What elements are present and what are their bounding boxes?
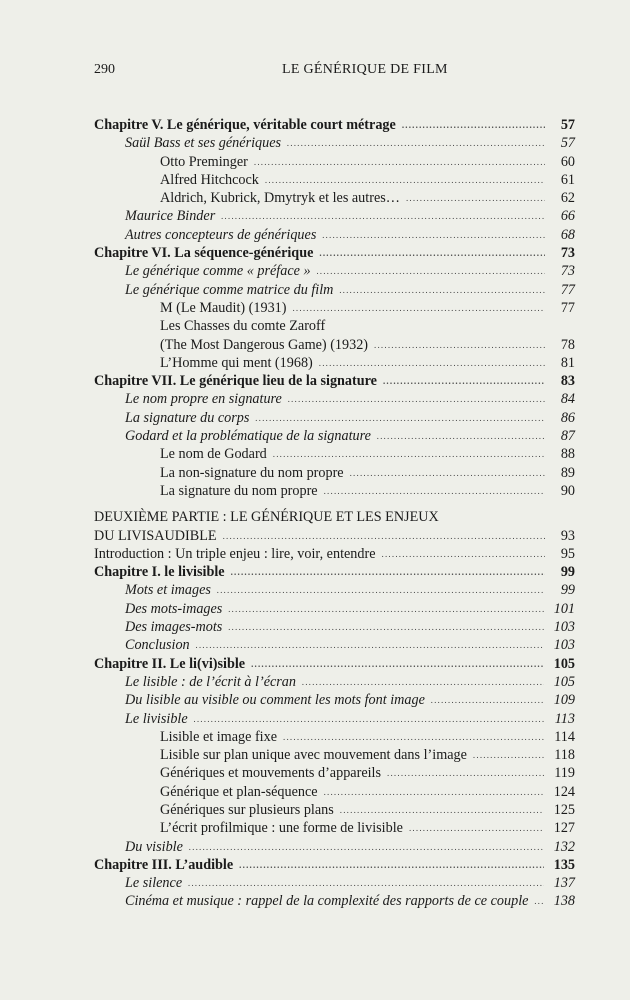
toc-entry-section — [94, 673, 575, 691]
toc-entry-title: Chapitre VII. Le générique lieu de la signature — [94, 373, 377, 390]
dot-leader — [409, 819, 544, 837]
toc-entry-page: 62 — [560, 190, 575, 207]
toc-entry-sub — [94, 445, 575, 463]
toc-entry-title: Otto Preminger — [160, 153, 248, 170]
dot-leader — [273, 445, 545, 463]
toc-entry-title: Du visible — [125, 838, 183, 855]
toc-entry-sub — [94, 801, 575, 819]
dot-leader — [228, 618, 543, 636]
toc-entry-title: Le livisible — [125, 710, 188, 727]
toc-entry-title: Introduction : Un triple enjeu : lire, voir, entendre — [94, 545, 376, 562]
toc-entry-section — [94, 409, 575, 427]
toc-entry-chapter — [94, 563, 575, 581]
toc-entry-section — [94, 691, 575, 709]
dot-leader — [189, 838, 544, 856]
dot-leader — [377, 427, 545, 445]
toc-entry-page: 88 — [560, 446, 575, 463]
toc-entry-page: 61 — [560, 171, 575, 188]
toc-entry-page: 66 — [560, 208, 575, 225]
toc-entry-section — [94, 618, 575, 636]
toc-entry-page: 77 — [560, 299, 575, 316]
toc-entry-section — [94, 207, 575, 225]
dot-leader — [402, 116, 545, 134]
dot-leader — [292, 299, 545, 317]
toc-entry-sub — [94, 354, 575, 372]
toc-entry-section — [94, 134, 575, 152]
toc-entry-page: 105 — [553, 673, 575, 690]
toc-entry-sub — [94, 189, 575, 207]
toc-entry-title: Chapitre VI. La séquence-générique — [94, 245, 314, 262]
toc-entry-page: 135 — [553, 856, 575, 873]
toc-entry-title: Des mots-images — [125, 600, 223, 617]
toc-entry-title: Saül Bass et ses génériques — [125, 135, 282, 152]
toc-entry-page: 81 — [560, 354, 575, 371]
toc-entry-section — [94, 427, 575, 445]
dot-leader — [228, 600, 543, 618]
dot-leader — [319, 354, 545, 372]
toc-entry-page: 73 — [560, 263, 575, 280]
toc-entry-title: Le lisible : de l’écrit à l’écran — [125, 673, 296, 690]
dot-leader — [188, 874, 544, 892]
dot-leader — [221, 207, 545, 225]
toc-entry-page: 93 — [560, 527, 575, 544]
toc-entry-section — [94, 838, 575, 856]
toc-entry-chapter — [94, 244, 575, 262]
toc-entry-part — [94, 508, 575, 526]
toc-entry-title: Chapitre II. Le li(vi)sible — [94, 655, 246, 672]
toc-entry-chapter — [94, 655, 575, 673]
toc-entry-title: La non-signature du nom propre — [160, 464, 344, 481]
toc-entry-page: 113 — [554, 710, 575, 727]
toc-entry-section — [94, 600, 575, 618]
toc-entry-title: Le générique comme « préface » — [125, 263, 311, 280]
toc-entry-title: Godard et la problématique de la signature — [125, 428, 371, 445]
toc-entry-title: Le générique comme matrice du film — [125, 281, 334, 298]
toc-entry-page: 57 — [560, 135, 575, 152]
toc-entry-sub — [94, 171, 575, 189]
toc-entry-page: 73 — [560, 245, 575, 262]
table-of-contents — [94, 116, 575, 911]
dot-leader — [534, 892, 543, 910]
dot-leader — [473, 746, 544, 764]
toc-entry-page: 101 — [553, 600, 575, 617]
toc-entry-title: (The Most Dangerous Game) (1932) — [160, 336, 369, 353]
toc-entry-title: Le silence — [125, 875, 183, 892]
dot-leader — [324, 783, 544, 801]
toc-entry-title: Génériques et mouvements d’appareils — [160, 765, 382, 782]
toc-entry-page: 127 — [553, 820, 575, 837]
toc-entry-sub — [94, 764, 575, 782]
dot-leader — [265, 171, 545, 189]
toc-entry-page: 137 — [553, 875, 575, 892]
toc-entry-title: Le nom de Godard — [160, 446, 267, 463]
toc-entry-chapter — [94, 856, 575, 874]
dot-leader — [383, 372, 545, 390]
toc-entry-title: Chapitre I. le livisible — [94, 564, 225, 581]
toc-entry-page: 78 — [560, 336, 575, 353]
dot-leader — [194, 710, 545, 728]
toc-entry-sub — [94, 299, 575, 317]
toc-entry-page: 99 — [560, 564, 575, 581]
dot-leader — [217, 581, 545, 599]
toc-entry-page: 86 — [560, 409, 575, 426]
toc-entry-title: Maurice Binder — [125, 208, 216, 225]
dot-leader — [374, 336, 545, 354]
toc-entry-title: Cinéma et musique : rappel de la complexité des rapports de ce couple — [125, 893, 529, 910]
toc-entry-page: 87 — [560, 428, 575, 445]
toc-entry-title: L’Homme qui ment (1968) — [160, 354, 313, 371]
toc-entry-page: 68 — [560, 226, 575, 243]
dot-leader — [231, 563, 545, 581]
dot-leader — [382, 545, 545, 563]
toc-entry-section — [94, 581, 575, 599]
dot-leader — [302, 673, 544, 691]
toc-entry-section — [94, 281, 575, 299]
toc-entry-title: Du lisible au visible ou comment les mots font image — [125, 692, 425, 709]
toc-entry-title: Alfred Hitchcock — [160, 171, 259, 188]
dot-leader — [239, 856, 544, 874]
toc-entry-page: 60 — [560, 153, 575, 170]
toc-entry-part — [94, 527, 575, 545]
toc-entry-page: 109 — [553, 692, 575, 709]
toc-entry-section — [94, 710, 575, 728]
toc-entry-page: 89 — [560, 464, 575, 481]
dot-leader — [340, 801, 544, 819]
toc-entry-title: DU LIVISAUDIBLE — [94, 527, 217, 544]
toc-entry-sub — [94, 317, 575, 335]
dot-leader — [223, 527, 545, 545]
dot-leader — [319, 244, 545, 262]
toc-entry-title: La signature du corps — [125, 409, 250, 426]
dot-leader — [196, 636, 544, 654]
dot-leader — [431, 691, 544, 709]
toc-entry-section — [94, 262, 575, 280]
toc-entry-page: 124 — [553, 783, 575, 800]
toc-entry-title: L’écrit profilmique : une forme de livisible — [160, 820, 403, 837]
toc-entry-section — [94, 390, 575, 408]
toc-entry-page: 138 — [553, 893, 575, 910]
dot-leader — [322, 226, 545, 244]
toc-entry-page: 132 — [553, 838, 575, 855]
toc-entry-title: Lisible et image fixe — [160, 728, 278, 745]
toc-entry-title: Lisible sur plan unique avec mouvement dans l’image — [160, 747, 467, 764]
toc-entry-title: Génériques sur plusieurs plans — [160, 801, 334, 818]
toc-entry-sub — [94, 464, 575, 482]
dot-leader — [324, 482, 545, 500]
toc-entry-title: Autres concepteurs de génériques — [125, 226, 317, 243]
dot-leader — [251, 655, 544, 673]
toc-entry-title: M (Le Maudit) (1931) — [160, 299, 287, 316]
toc-entry-section — [94, 636, 575, 654]
toc-entry-section — [94, 874, 575, 892]
toc-entry-section — [94, 892, 575, 910]
toc-entry-page: 77 — [560, 281, 575, 298]
toc-entry-page: 99 — [560, 582, 575, 599]
toc-entry-page: 103 — [553, 619, 575, 636]
toc-entry-sub — [94, 336, 575, 354]
dot-leader — [288, 390, 545, 408]
toc-entry-sub — [94, 728, 575, 746]
part-spacer — [94, 500, 575, 508]
toc-entry-title: Chapitre III. L’audible — [94, 856, 234, 873]
toc-entry-page: 57 — [560, 117, 575, 133]
dot-leader — [350, 464, 545, 482]
dot-leader — [317, 262, 545, 280]
toc-entry-title: Les Chasses du comte Zaroff — [160, 318, 326, 335]
toc-entry-title: Aldrich, Kubrick, Dmytryk et les autres… — [160, 190, 400, 207]
toc-entry-page: 103 — [553, 637, 575, 654]
dot-leader — [387, 764, 544, 782]
toc-entry-page: 114 — [554, 728, 575, 745]
toc-entry-title: Chapitre V. Le générique, véritable court métrage — [94, 117, 396, 133]
dot-leader — [339, 281, 545, 299]
dot-leader — [406, 189, 545, 207]
toc-entry-sub — [94, 819, 575, 837]
toc-entry-section — [94, 226, 575, 244]
toc-entry-plain — [94, 545, 575, 563]
toc-entry-page: 90 — [560, 482, 575, 499]
running-title: LE GÉNÉRIQUE DE FILM — [282, 62, 448, 77]
toc-entry-title: Le nom propre en signature — [125, 391, 282, 408]
dot-leader — [255, 409, 545, 427]
page-number: 290 — [94, 62, 115, 77]
dot-leader — [254, 153, 545, 171]
toc-entry-page: 95 — [560, 545, 575, 562]
toc-entry-sub — [94, 746, 575, 764]
toc-entry-page: 83 — [560, 373, 575, 390]
toc-entry-title: Générique et plan-séquence — [160, 783, 318, 800]
toc-entry-page: 105 — [553, 655, 575, 672]
toc-entry-sub — [94, 482, 575, 500]
toc-entry-page: 84 — [560, 391, 575, 408]
toc-entry-sub — [94, 783, 575, 801]
toc-entry-title: La signature du nom propre — [160, 482, 318, 499]
toc-entry-chapter — [94, 372, 575, 390]
toc-entry-title: DEUXIÈME PARTIE : LE GÉNÉRIQUE ET LES ENJEUX — [94, 509, 439, 526]
toc-entry-title: Conclusion — [125, 637, 190, 654]
toc-entry-page: 125 — [553, 801, 575, 818]
toc-entry-title: Mots et images — [125, 582, 211, 599]
toc-entry-page: 118 — [554, 747, 575, 764]
dot-leader — [283, 728, 544, 746]
toc-entry-page: 119 — [554, 765, 575, 782]
dot-leader — [287, 134, 545, 152]
toc-entry-chapter — [94, 116, 575, 134]
toc-entry-title: Des images-mots — [125, 619, 223, 636]
toc-entry-sub — [94, 153, 575, 171]
